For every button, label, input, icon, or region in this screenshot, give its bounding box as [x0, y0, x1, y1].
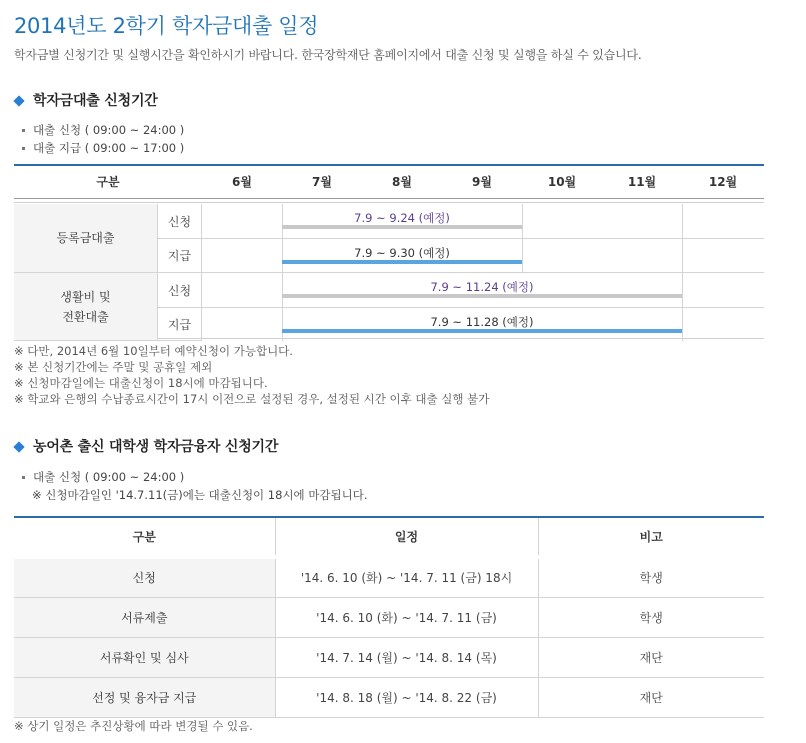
schedule-label-living-pay: 7.9 ~ 11.28 (예정): [430, 315, 534, 329]
row-schedule: '14. 6. 10 (화) ~ '14. 7. 11 (금) 18시: [275, 557, 538, 597]
list-item: [22, 468, 368, 486]
row-divider: [202, 307, 764, 308]
sub-pay: 지급: [158, 308, 202, 341]
note-text: ※ 본 신청기간에는 주말 및 공휴일 제외: [14, 360, 213, 374]
list-item: [22, 121, 184, 139]
row-schedule: '14. 8. 18 (월) ~ '14. 8. 22 (금): [275, 677, 538, 717]
page-title: 2014년도 2학기 학자금대출 일정: [14, 14, 319, 38]
square-bullet-icon: [22, 129, 25, 132]
table-row: [14, 677, 764, 717]
header-month: 11월: [627, 175, 657, 189]
square-bullet-icon: [22, 476, 25, 479]
schedule-notes: [14, 343, 489, 407]
header-category: 구분: [14, 517, 275, 557]
header-month: 6월: [232, 175, 252, 189]
sub-apply: 신청: [158, 273, 202, 308]
header-month: 8월: [392, 175, 412, 189]
footnote: ※ 상기 일정은 추진상황에 따라 변경될 수 있음.: [14, 719, 253, 733]
month-divider: [522, 204, 523, 273]
header-schedule: 일정: [275, 517, 538, 557]
list-item-text: 대출 지급 ( 09:00 ~ 17:00 ): [33, 141, 185, 155]
list-item-text: 대출 신청 ( 09:00 ~ 24:00 ): [33, 123, 185, 137]
section-heading-text: 학자금대출 신청기간: [33, 93, 158, 109]
row-remark: 재단: [538, 637, 764, 677]
schedule-label-tuition-apply: 7.9 ~ 9.24 (예정): [354, 211, 450, 225]
header-month: 10월: [547, 175, 577, 189]
row-label: 선정 및 융자금 지급: [14, 677, 275, 717]
row-divider: [202, 272, 764, 273]
section-heading-farm-loan: [14, 436, 278, 456]
list-item: [22, 139, 184, 157]
row-schedule: '14. 6. 10 (화) ~ '14. 7. 11 (금): [275, 597, 538, 637]
header-month: 9월: [472, 175, 492, 189]
table-row: [14, 637, 764, 677]
row-label: 신청: [14, 557, 275, 597]
square-bullet-icon: [22, 147, 25, 150]
loan-time-list: [22, 121, 184, 157]
section-heading-loan-period: [14, 90, 158, 110]
table-row: [14, 597, 764, 637]
farm-loan-table: [14, 516, 764, 718]
group-tuition-loan: 등록금대출: [14, 204, 158, 273]
row-label: 서류제출: [14, 597, 275, 637]
note-text: ※ 학교와 은행의 수납종료시간이 17시 이전으로 설정된 경우, 설정된 시간 이후 대출 실행 불가: [14, 392, 490, 406]
list-item-text: 대출 신청 ( 09:00 ~ 24:00 ): [33, 470, 185, 484]
table-header-row: [14, 517, 764, 557]
header-gap: [14, 199, 764, 203]
sub-apply: 신청: [158, 204, 202, 239]
row-remark: 학생: [538, 557, 764, 597]
schedule-label-living-apply: 7.9 ~ 11.24 (예정): [430, 280, 534, 294]
diamond-bullet-icon: [13, 441, 24, 452]
row-divider: [202, 238, 764, 239]
month-divider: [682, 204, 683, 341]
table-row: [14, 557, 764, 597]
list-item-note: ※ 신청마감일인 '14.7.11(금)에는 대출신청이 18시에 마감됩니다.: [32, 488, 368, 502]
loan-schedule-table: [14, 164, 764, 339]
schedule-label-tuition-pay: 7.9 ~ 9.30 (예정): [354, 246, 450, 260]
page-description: 학자금별 신청기간 및 실행시간을 확인하시기 바랍니다. 한국장학재단 홈페이지에서 대출 신청 및 실행을 하실 수 있습니다.: [14, 48, 642, 62]
schedule-header-row: [14, 166, 764, 199]
row-remark: 학생: [538, 597, 764, 637]
note-text: ※ 다만, 2014년 6월 10일부터 예약신청이 가능합니다.: [14, 344, 293, 358]
note-text: ※ 신청마감일에는 대출신청이 18시에 마감됩니다.: [14, 376, 268, 390]
header-category: 구분: [96, 175, 120, 189]
header-month: 7월: [312, 175, 332, 189]
farm-loan-time-list: [22, 468, 368, 504]
group-living-loan: 생활비 및 전환대출: [14, 273, 158, 341]
section-heading-text: 농어촌 출신 대학생 학자금융자 신청기간: [33, 439, 279, 455]
header-remark: 비고: [538, 517, 764, 557]
sub-pay: 지급: [158, 239, 202, 273]
header-month: 12월: [708, 175, 738, 189]
diamond-bullet-icon: [13, 95, 24, 106]
row-remark: 재단: [538, 677, 764, 717]
row-schedule: '14. 7. 14 (월) ~ '14. 8. 14 (목): [275, 637, 538, 677]
row-label: 서류확인 및 심사: [14, 637, 275, 677]
